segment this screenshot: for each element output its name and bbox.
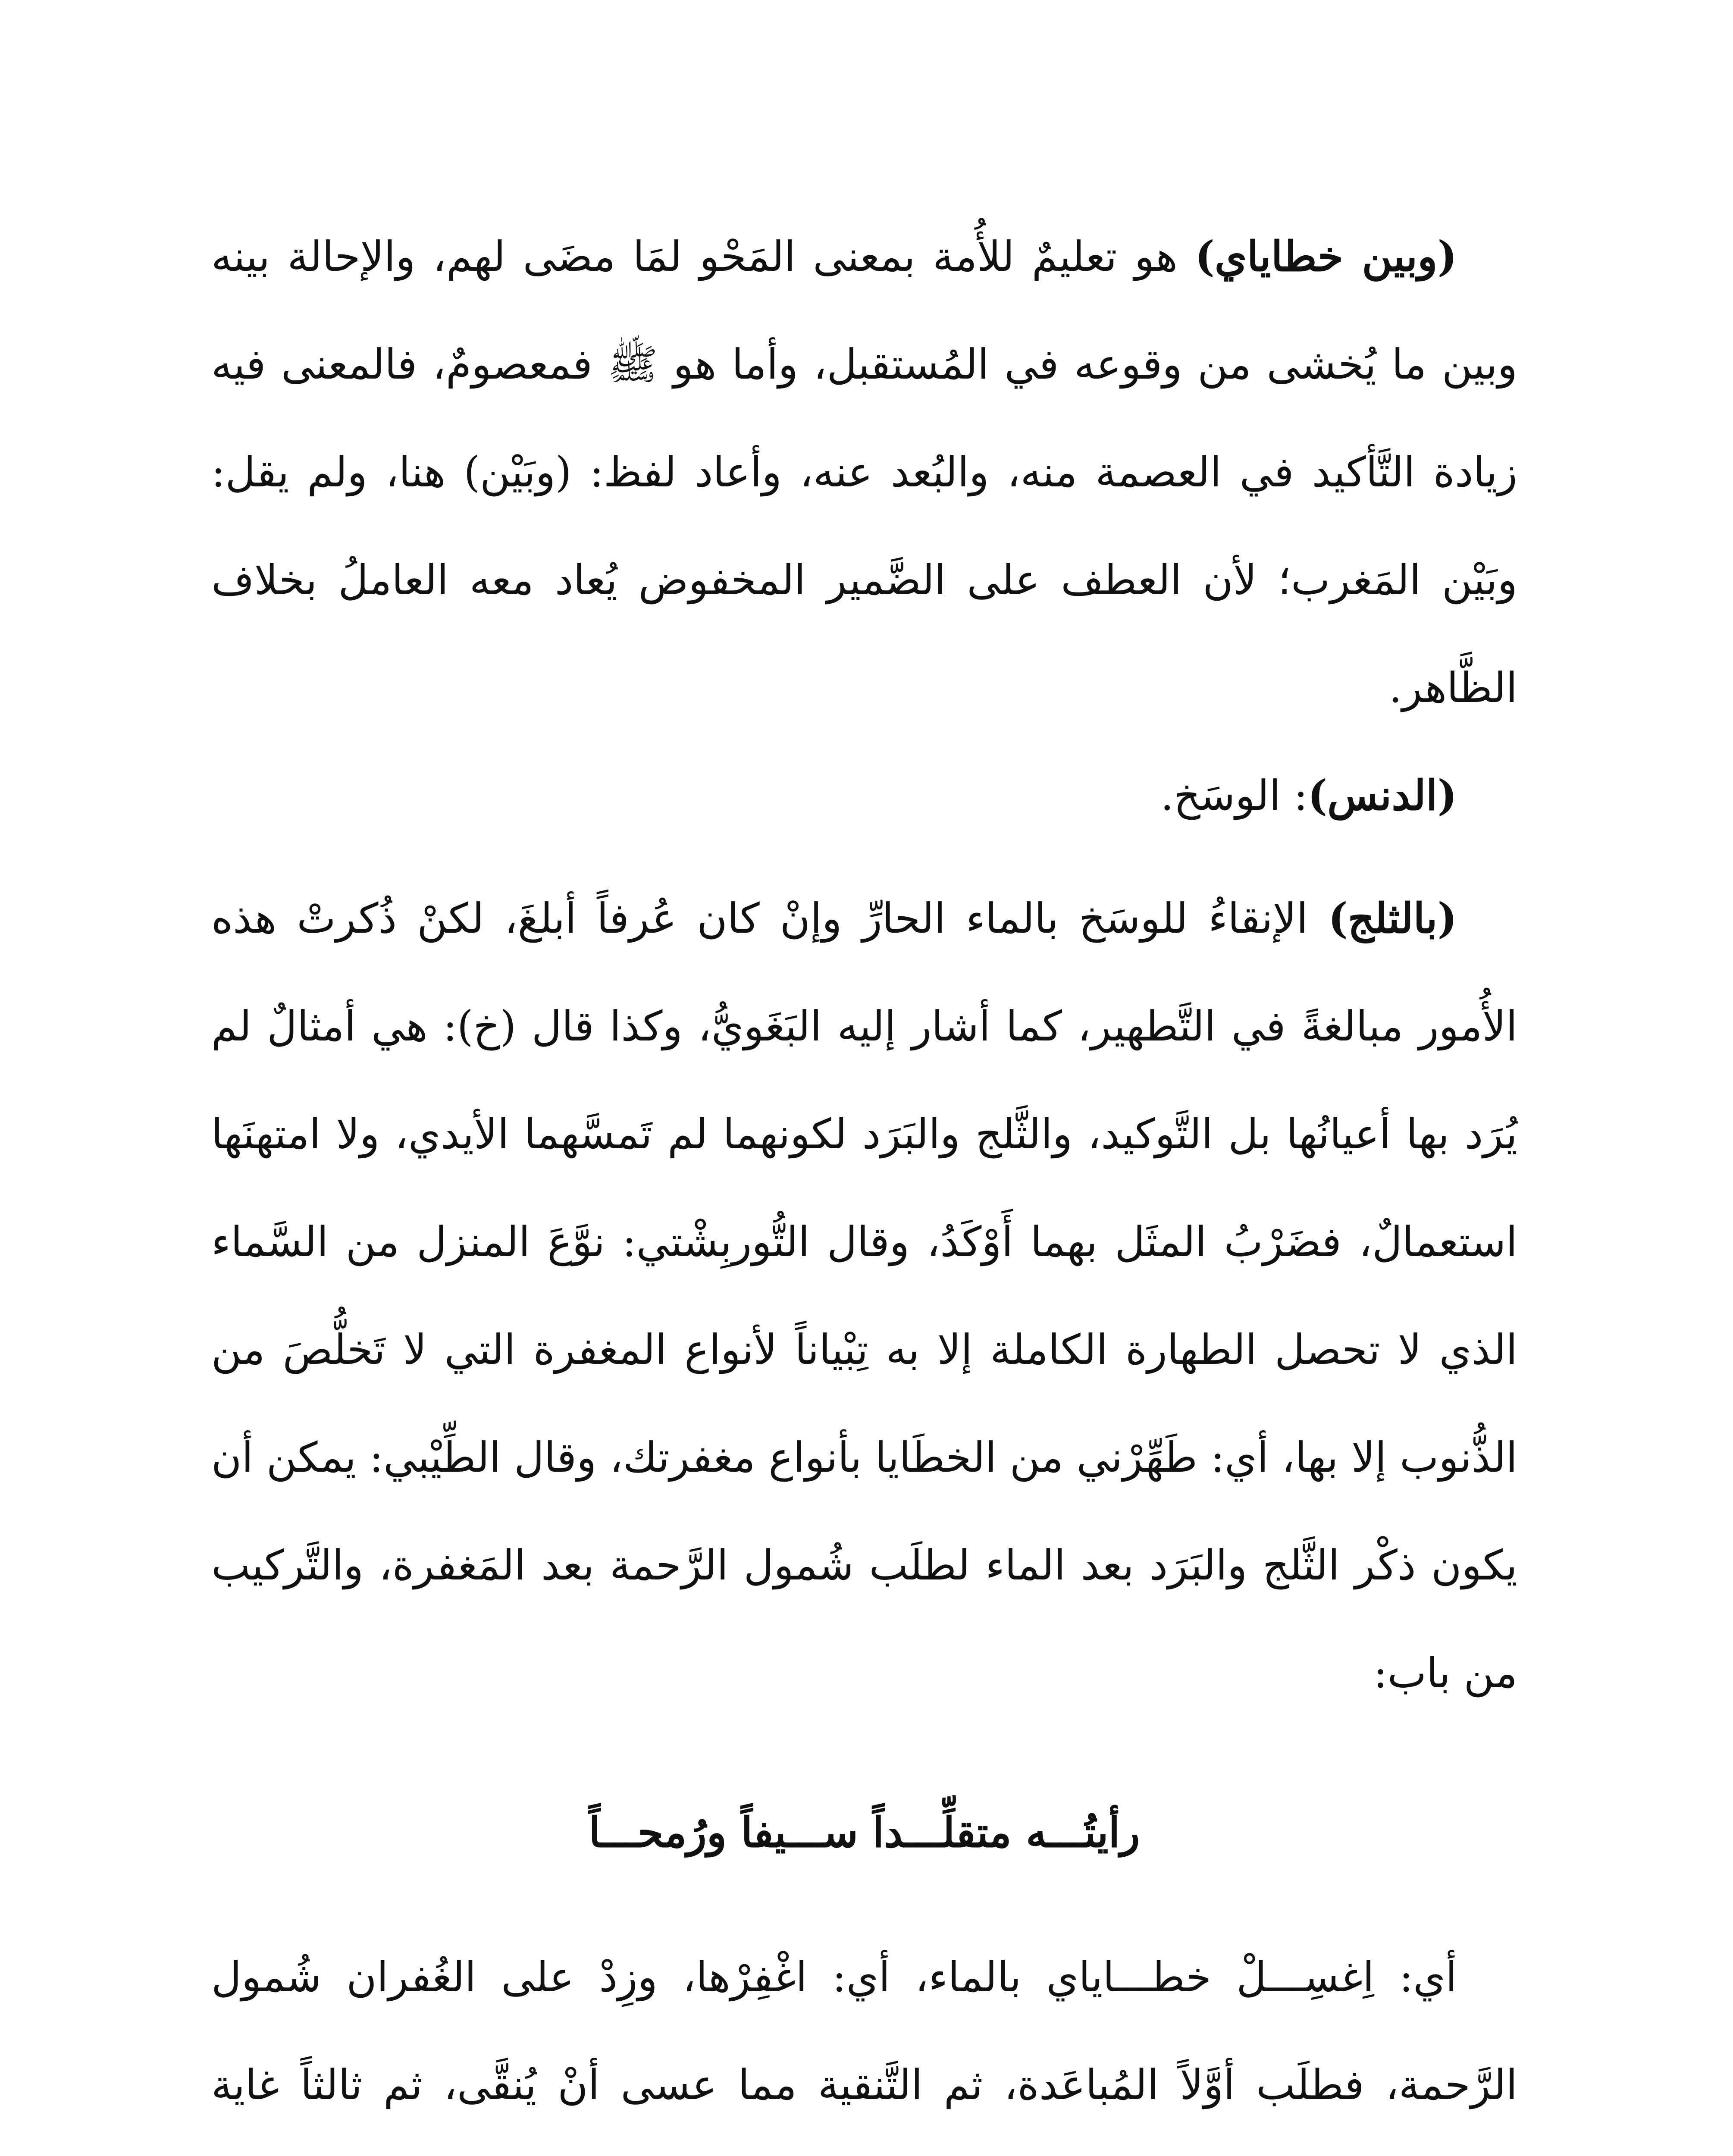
paragraph-khatayaya bbox=[211, 203, 1517, 742]
paragraph-danas bbox=[211, 742, 1517, 849]
term-bayna-khatayaya: (وبين خطاياي) bbox=[1195, 232, 1457, 281]
verse-line bbox=[211, 1779, 1517, 1887]
paragraph-text: هو تعليمٌ للأُمة بمعنى المَحْو لمَا مضَى لهم، والإحالة بينه وبين ما يُخشى من وقوعه في المُستقبل، وأما هو ﷺ فمعصومٌ، فالمعنى فيه زيادة التَّأكيد في العصمة منه، والبُعد عنه، وأعاد لفظ: (وبَيْن) هنا، ولم يقل: وبَيْن المَغرب؛ لأن العطف على الضَّمير المخفوض يُعاد معه العاملُ بخلاف الظَّاهر. bbox=[211, 232, 1517, 712]
paragraph-text: الإنقاءُ للوسَخ بالماء الحارِّ وإنْ كان عُرفاً أبلغَ، لكنْ ذُكرتْ هذه الأُمور مبالغةً في التَّطهير، كما أشار إليه البَغَويُّ، وكذا قال (خ): هي أمثالٌ لم يُرَد بها أعيانُها بل التَّوكيد، والثَّلج والبَرَد لكونهما لم تَمسَّهما الأيدي، ولا امتهنَها استعمالٌ، فضَرْبُ المثَل بهما أَوْكَدُ، وقال التُّوربِشْتي: نوَّعَ المنزل من السَّماء الذي لا تحصل الطهارة الكاملة إلا به تِبْياناً لأنواع المغفرة التي لا تَخلُّصَ من الذُّنوب إلا بها، أي: طَهِّرْني من الخطَايا بأنواع مغفرتك، وقال الطِّيْبي: يمكن أن يكون ذكْر الثَّلج والبَرَد بعد الماء لطلَب شُمول الرَّحمة بعد المَغفرة، والتَّركيب من باب: bbox=[211, 894, 1518, 1697]
paragraph-ighsil bbox=[211, 1923, 1517, 2156]
paragraph-thalj bbox=[211, 865, 1517, 1727]
term-danas: (الدنس) bbox=[1307, 771, 1457, 820]
term-bil-thalj: (بالثلج) bbox=[1328, 894, 1457, 943]
verse-text: رأيتُـــه متقلِّـــداً ســـيفاً ورُمحـــاً bbox=[589, 1808, 1140, 1857]
paragraph-text: : الوسَخ. bbox=[1160, 771, 1308, 820]
paragraph-text: أي: اِغسِـــلْ خطـــاياي بالماء، أي: اغْفِرْها، وزِدْ على الغُفران شُمول الرَّحمة، فطلَب أوَّلاً المُباعَدة، ثم التَّنقية مما عسى أنْ يُنقَّى، ثم ثالثاً غاية bbox=[211, 1953, 1517, 2109]
